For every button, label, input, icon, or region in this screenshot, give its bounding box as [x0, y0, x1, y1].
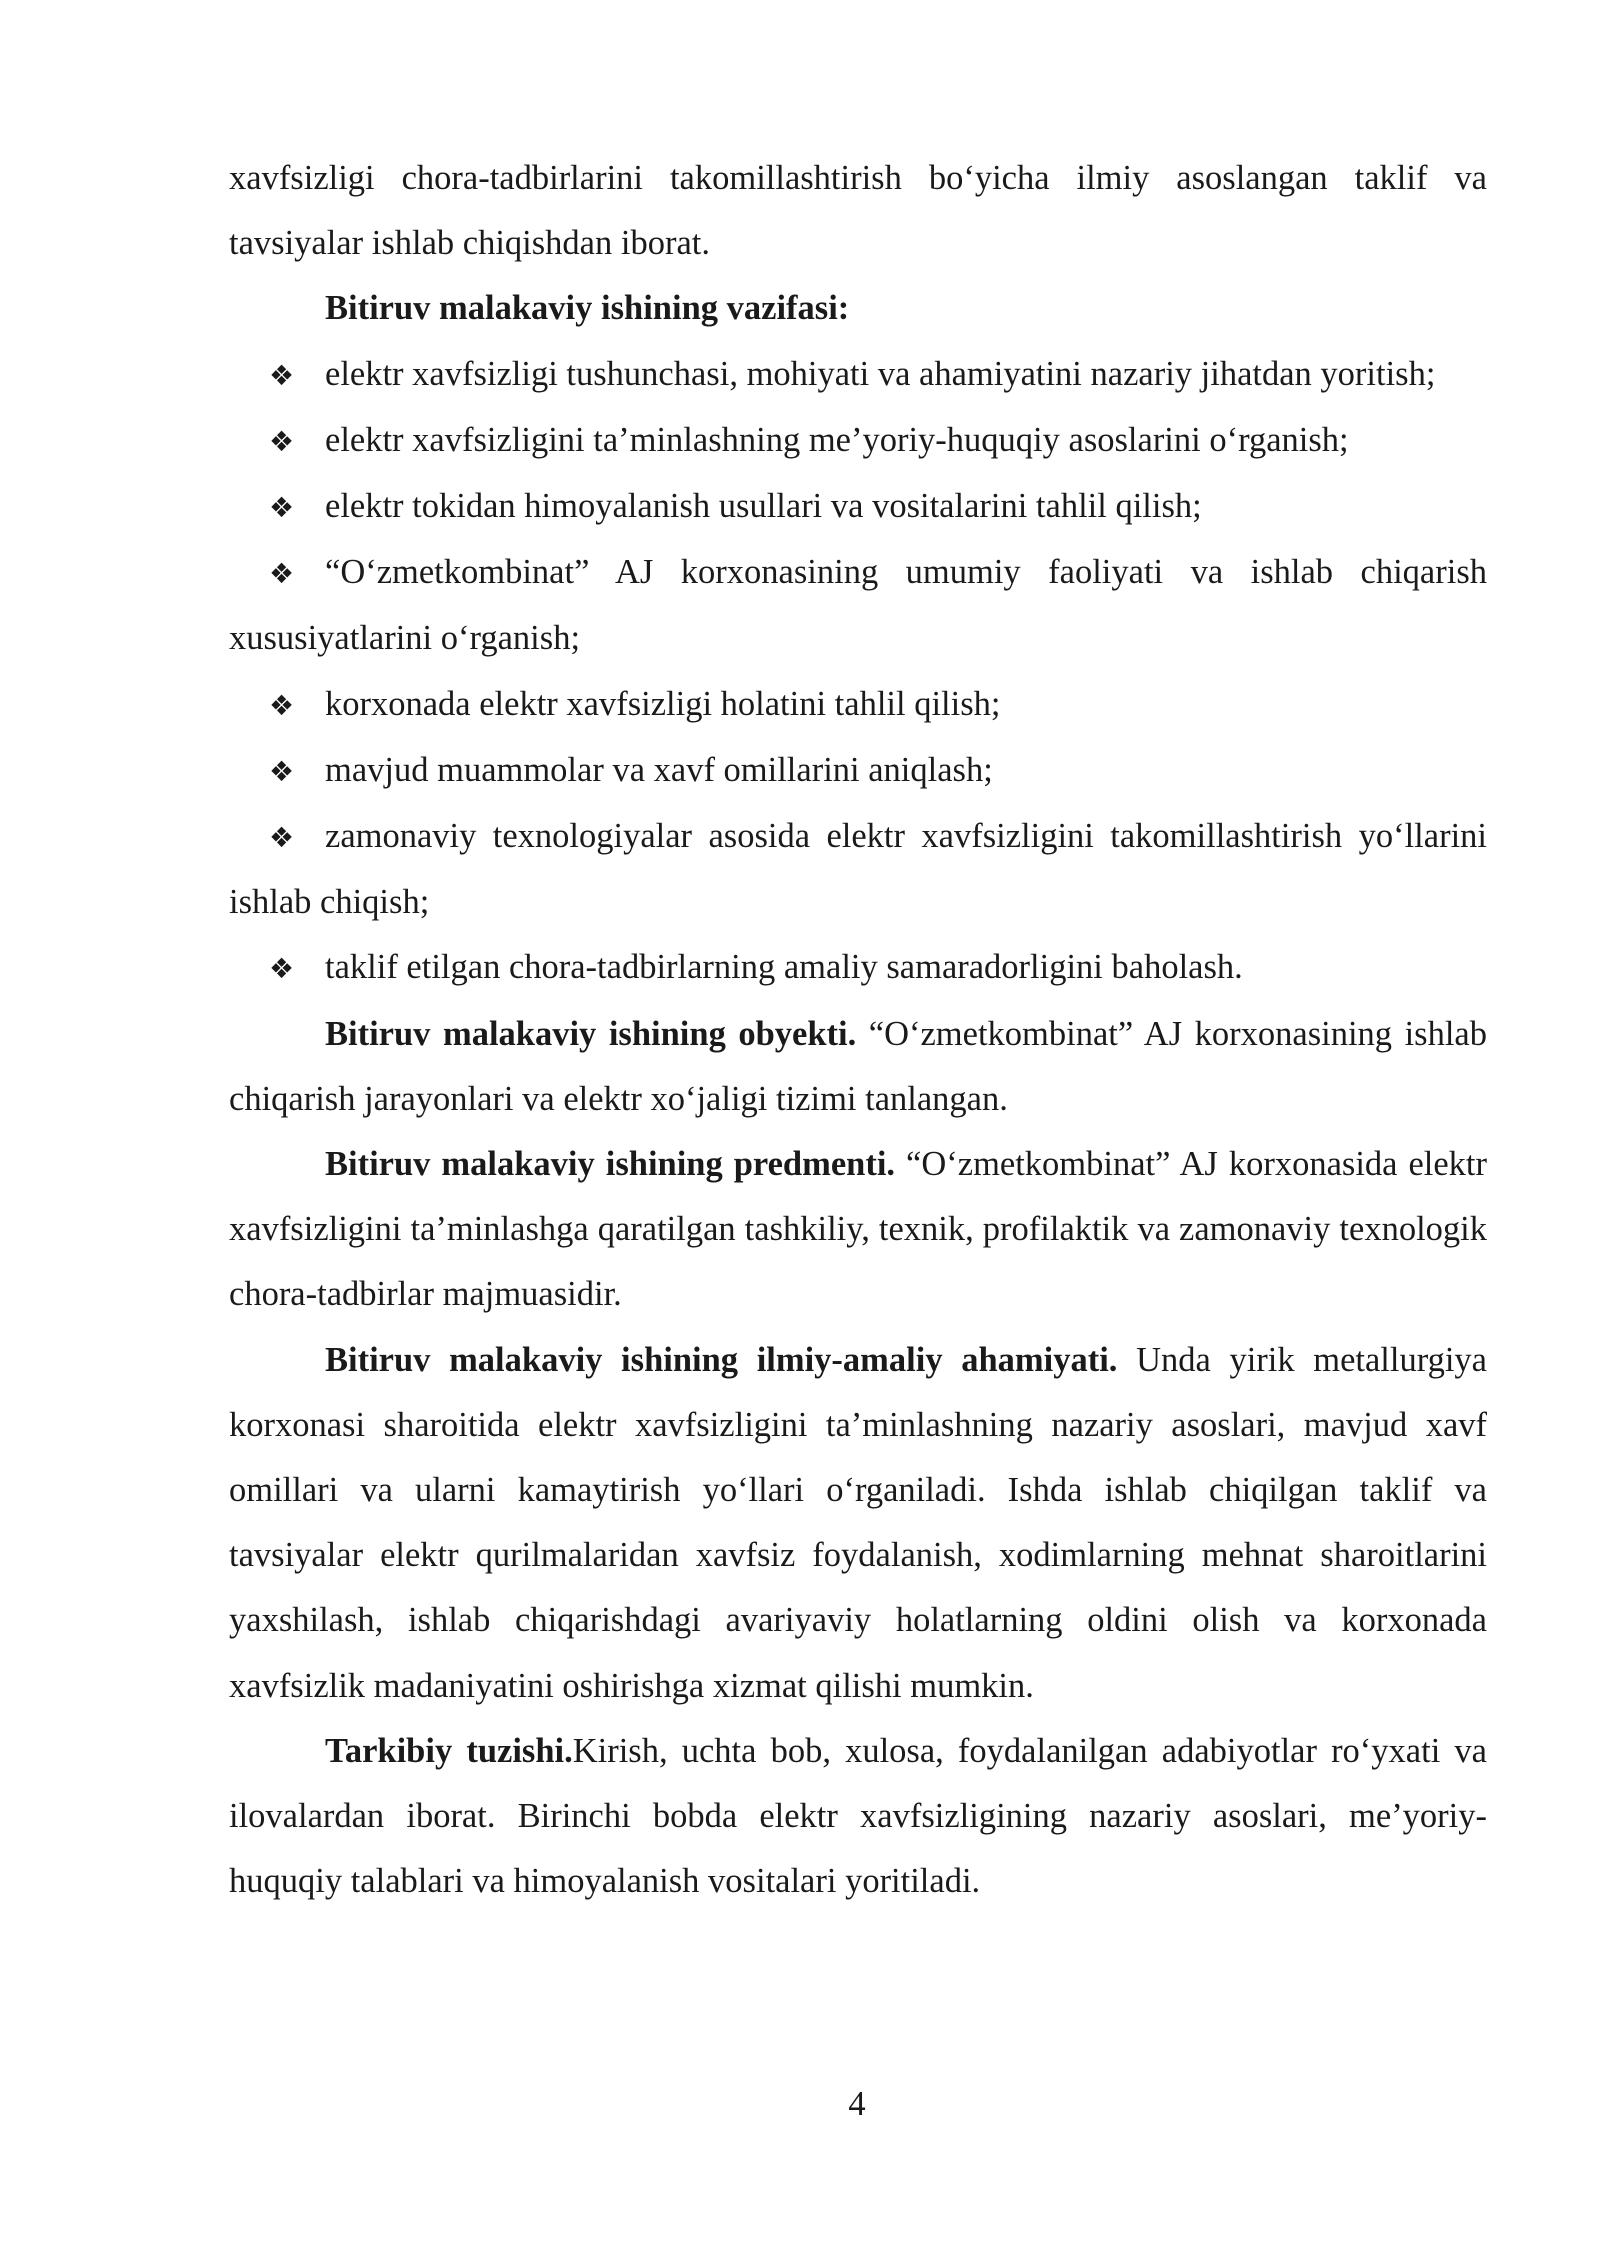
subject-label: Bitiruv malakaviy ishining predmenti.: [325, 1145, 896, 1184]
list-item-text: mavjud muammolar va xavf omillarini aniqlash;: [325, 750, 993, 789]
list-item: [229, 738, 1487, 804]
four-diamond-bullet-icon: ❖: [269, 557, 295, 591]
list-item-text: elektr tokidan himoyalanish usullari va vositalarini tahlil qilish;: [325, 487, 1202, 526]
list-item: [229, 474, 1487, 540]
intro-paragraph: xavfsizligi chora-tadbirlarini takomillashtirish bo‘yicha ilmiy asoslangan taklif va tavsiyalar ishlab chiqishdan iborat.: [229, 159, 1487, 263]
significance-text: Unda yirik metallurgiya korxonasi sharoitida elektr xavfsizligini ta’minlashning nazariy asoslari, mavjud xavf omillari va ularni kamaytirish yo‘llari o‘rganiladi. Ishda ishlab chiqilgan taklif va tavsiyalar elektr qurilmalaridan xavfsiz foydalanish, xodimlarning mehnat sharoitlarini yaxshilash, ishlab chiqarishdagi avariyaviy holatlarning oldini olish va korxonada xavfsizlik madaniyatini oshirishga xizmat qilishi mumkin.: [229, 1340, 1487, 1705]
four-diamond-bullet-icon: ❖: [269, 754, 295, 788]
structure-paragraph: [229, 1719, 1487, 1915]
structure-label: Tarkibiy tuzishi.: [325, 1731, 573, 1770]
tasks-list: [229, 342, 1487, 1002]
list-item: [229, 804, 1487, 935]
list-item-text: “O‘zmetkombinat” AJ korxonasining umumiy faoliyati va ishlab chiqarish xususiyatlarini o‘rganish;: [229, 553, 1487, 658]
list-item-text: taklif etilgan chora-tadbirlarning amaliy samaradorligini baholash.: [325, 948, 1243, 987]
list-item: [229, 408, 1487, 474]
four-diamond-bullet-icon: ❖: [269, 821, 295, 855]
document-page: [229, 146, 1487, 1914]
list-item: [229, 540, 1487, 671]
four-diamond-bullet-icon: ❖: [269, 424, 295, 458]
object-paragraph: [229, 1002, 1487, 1132]
structure-text: Kirish, uchta bob, xulosa, foydalanilgan adabiyotlar ro‘yxati va ilovalardan iborat. Birinchi bobda elektr xavfsizligining nazariy asoslari, me’yoriy-huquqiy talablari va himoyalanish vositalari yoritiladi.: [229, 1731, 1487, 1901]
four-diamond-bullet-icon: ❖: [269, 491, 295, 525]
four-diamond-bullet-icon: ❖: [269, 952, 295, 986]
list-item-text: elektr xavfsizligi tushunchasi, mohiyati va ahamiyatini nazariy jihatdan yoritish;: [325, 354, 1436, 393]
list-item: [229, 935, 1487, 1001]
list-item-text: elektr xavfsizligini ta’minlashning me’yoriy-huquqiy asoslarini o‘rganish;: [325, 420, 1349, 459]
tasks-heading: Bitiruv malakaviy ishining vazifasi:: [325, 289, 850, 328]
list-item-text: korxonada elektr xavfsizligi holatini tahlil qilish;: [325, 684, 1001, 723]
object-label: Bitiruv malakaviy ishining obyekti.: [325, 1014, 857, 1053]
subject-text: “O‘zmetkombinat” AJ korxonasida elektr xavfsizligini ta’minlashga qaratilgan tashkiliy, texnik, profilaktik va zamonaviy texnologik chora-tadbirlar majmuasidir.: [229, 1145, 1487, 1314]
four-diamond-bullet-icon: ❖: [269, 358, 295, 392]
list-item: [229, 342, 1487, 408]
list-item-text: zamonaviy texnologiyalar asosida elektr xavfsizligini takomillashtirish yo‘llarini ishlab chiqish;: [229, 817, 1487, 922]
four-diamond-bullet-icon: ❖: [269, 688, 295, 722]
significance-label: Bitiruv malakaviy ishining ilmiy-amaliy ahamiyati.: [325, 1340, 1118, 1379]
list-item: [229, 672, 1487, 738]
page-number: 4: [848, 2085, 866, 2123]
object-text: “O‘zmetkombinat” AJ korxonasining ishlab chiqarish jarayonlari va elektr xo‘jaligi tizimi tanlangan.: [229, 1014, 1487, 1118]
subject-paragraph: [229, 1132, 1487, 1328]
significance-paragraph: [229, 1328, 1487, 1719]
